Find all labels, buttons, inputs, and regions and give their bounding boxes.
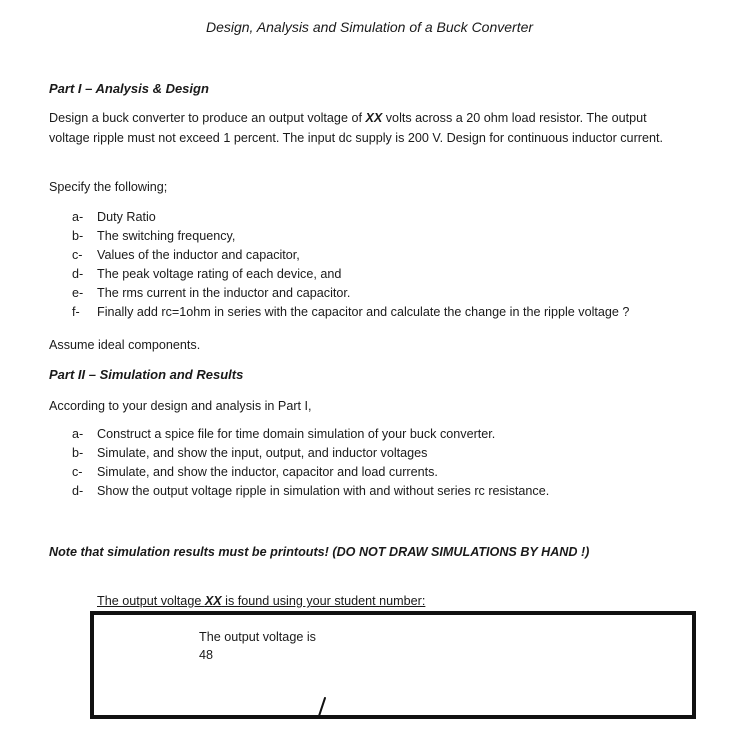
- part1-list: [72, 208, 712, 322]
- part2-heading: Part II – Simulation and Results: [49, 367, 244, 382]
- list-item-label: e-: [72, 286, 84, 300]
- list-item-label: c-: [72, 248, 83, 262]
- list-item-text: The peak voltage rating of each device, and: [97, 267, 342, 281]
- xx-instruction: [97, 593, 425, 610]
- part2-intro: According to your design and analysis in Part I,: [49, 399, 312, 413]
- list-item-text: Finally add rc=1ohm in series with the capacitor and calculate the change in the ripple voltage ?: [97, 305, 630, 319]
- list-item-label: d-: [72, 484, 84, 498]
- xx-variable: XX: [365, 111, 383, 125]
- list-item-label: a-: [72, 210, 84, 224]
- assume-text: Assume ideal components.: [49, 338, 201, 352]
- list-item-text: Construct a spice file for time domain simulation of your buck converter.: [97, 427, 496, 441]
- list-item: [72, 246, 712, 265]
- xx-variable: XX: [204, 594, 222, 608]
- list-item-label: b-: [72, 229, 84, 243]
- part1-intro-text-rest: volts across a 20 ohm load resistor. The output voltage ripple must not exceed 1 percent. The input dc supply is 200 V. Design for continuous inductor current.: [49, 111, 663, 145]
- list-item-text: Simulate, and show the inductor, capacitor and load currents.: [97, 465, 438, 479]
- specify-text: Specify the following;: [49, 180, 168, 194]
- part1-intro-text: Design a buck converter to produce an output voltage of: [49, 111, 366, 125]
- list-item-label: d-: [72, 267, 84, 281]
- answer-box: [90, 611, 696, 719]
- list-item-label: b-: [72, 446, 84, 460]
- list-item: [72, 265, 712, 284]
- list-item-label: c-: [72, 465, 83, 479]
- list-item-text: Values of the inductor and capacitor,: [97, 248, 300, 262]
- note-text: Note that simulation results must be printouts! (DO NOT DRAW SIMULATIONS BY HAND !): [49, 545, 590, 559]
- list-item-text: The rms current in the inductor and capacitor.: [97, 286, 351, 300]
- answer-label: The output voltage is: [199, 630, 316, 644]
- document-title: Design, Analysis and Simulation of a Buck Converter: [205, 19, 534, 35]
- part1-heading: Part I – Analysis & Design: [49, 81, 209, 96]
- xx-instruction-text-rest: is found using your student number:: [221, 594, 426, 608]
- list-item-text: Simulate, and show the input, output, and inductor voltages: [97, 446, 428, 460]
- answer-value: 48: [199, 648, 214, 662]
- list-item: [72, 284, 712, 303]
- list-item: [72, 425, 712, 444]
- list-item: [72, 303, 712, 322]
- list-item: [72, 208, 712, 227]
- xx-instruction-text: The output voltage: [97, 594, 205, 608]
- list-item-text: Show the output voltage ripple in simulation with and without series rc resistance.: [97, 484, 550, 498]
- part1-intro: [49, 108, 681, 148]
- list-item-label: f-: [72, 305, 80, 319]
- list-item: [72, 227, 712, 246]
- list-item-text: The switching frequency,: [97, 229, 236, 243]
- list-item-text: Duty Ratio: [97, 210, 156, 224]
- list-item: [72, 482, 712, 501]
- pen-mark-icon: [314, 695, 330, 719]
- list-item: [72, 463, 712, 482]
- page-header-rule: [190, 0, 550, 3]
- part2-list: [72, 425, 712, 501]
- list-item-label: a-: [72, 427, 84, 441]
- list-item: [72, 444, 712, 463]
